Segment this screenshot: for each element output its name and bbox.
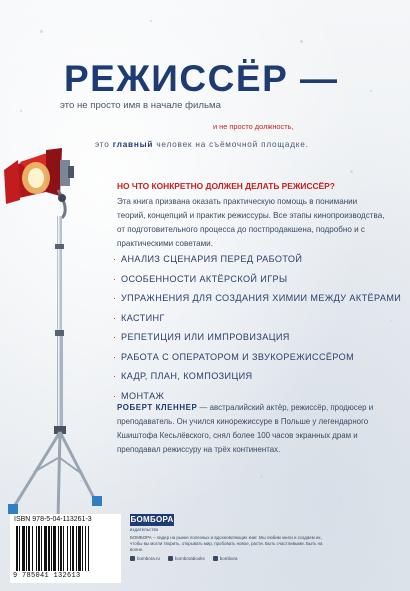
barcode-bar xyxy=(22,526,25,571)
barcode-bar xyxy=(36,526,37,571)
list-item xyxy=(113,313,401,333)
barcode-bar xyxy=(88,526,89,571)
topic-text: РЕПЕТИЦИЯ ИЛИ ИМПРОВИЗАЦИЯ xyxy=(121,332,290,342)
social-link[interactable] xyxy=(168,556,205,561)
tagline-prefix: это xyxy=(95,140,110,149)
social-link-label: bombora xyxy=(219,556,238,561)
snow-speck xyxy=(370,90,372,92)
bullet-dot: · xyxy=(113,273,117,284)
isbn-label: ISBN 978-5-04-113261-3 xyxy=(14,516,92,523)
barcode-bar xyxy=(63,526,64,571)
tagline-line-3 xyxy=(95,140,309,149)
instagram-icon xyxy=(213,556,218,561)
social-link-label: bomborabooks xyxy=(175,556,205,561)
barcode-bar xyxy=(85,526,86,571)
list-item xyxy=(113,332,401,352)
list-item xyxy=(113,352,401,372)
bullet-dot: · xyxy=(113,254,117,264)
barcode-bar xyxy=(67,526,68,571)
topic-text: ОСОБЕННОСТИ АКТЁРСКОЙ ИГРЫ xyxy=(121,273,288,284)
barcode-bar xyxy=(26,526,27,571)
barcode-icon xyxy=(16,526,116,571)
barcode-bar xyxy=(58,526,59,571)
barcode-bar xyxy=(78,526,81,571)
list-item xyxy=(113,254,401,274)
barcode-bar xyxy=(76,526,77,571)
bullet-dot: · xyxy=(113,293,117,303)
barcode-bar xyxy=(19,526,20,571)
snow-speck xyxy=(150,20,152,22)
list-item xyxy=(113,274,401,294)
snow-speck xyxy=(300,40,303,43)
topic-text: КАДР, ПЛАН, КОМПОЗИЦИЯ xyxy=(121,371,253,381)
author-description: — австралийский актёр, режиссёр, продюсер и преподаватель. Он учился кинорежиссуре в Польше у легендарного Кшиштофа Кесьлёвского, снял более 100 часов экранных драм и преподавал режиссуру на трёх континентах. xyxy=(117,403,374,454)
snow-speck xyxy=(350,170,353,173)
publisher-subtitle: издательство xyxy=(130,527,159,532)
topic-text: АНАЛИЗ СЦЕНАРИЯ ПЕРЕД РАБОТОЙ xyxy=(121,254,303,264)
tagline-line-1: это не просто имя в начале фильма xyxy=(60,100,221,111)
barcode-bar xyxy=(41,526,42,571)
tagline-suffix: человек на съёмочной площадке. xyxy=(156,140,309,149)
barcode-bar xyxy=(60,526,62,571)
topic-text: УПРАЖНЕНИЯ ДЛЯ СОЗДАНИЯ ХИМИИ МЕЖДУ АКТЁРАМИ xyxy=(121,293,402,303)
barcode-bar xyxy=(72,526,74,571)
barcode-panel xyxy=(10,514,121,583)
publisher-logo: БОМБОРА xyxy=(130,515,174,524)
author-name: РОБЕРТ КЛЕННЕР xyxy=(117,403,198,412)
bullet-dot: · xyxy=(113,371,117,381)
topic-text: РАБОТА С ОПЕРАТОРОМ И ЗВУКОРЕЖИССЁРОМ xyxy=(121,351,355,362)
social-link[interactable] xyxy=(213,556,238,561)
spotlight-illustration xyxy=(0,140,120,540)
social-link-label: bombora.ru xyxy=(137,556,161,561)
cover-heading: РЕЖИССЁР — xyxy=(64,58,339,99)
barcode-bar xyxy=(48,526,50,571)
barcode-bar xyxy=(38,526,40,571)
snow-speck xyxy=(340,500,342,502)
bullet-dot: · xyxy=(113,312,117,323)
bullet-dot: · xyxy=(113,332,117,342)
barcode-bar xyxy=(51,526,52,571)
barcode-bar xyxy=(32,526,33,571)
barcode-bar xyxy=(70,526,71,571)
snow-speck xyxy=(40,30,43,33)
publisher-block xyxy=(130,514,400,561)
vk-icon xyxy=(168,556,173,561)
stand-pole xyxy=(54,216,66,434)
tagline-emphasis: главный xyxy=(112,140,154,149)
bullet-dot: · xyxy=(113,351,117,362)
snow-speck xyxy=(260,475,263,478)
barcode-bar xyxy=(28,526,30,571)
social-links xyxy=(130,556,400,561)
barcode-bar xyxy=(44,526,47,571)
topics-list xyxy=(113,254,401,410)
barcode-bar xyxy=(16,526,18,571)
barcode-bar xyxy=(82,526,83,571)
publisher-description: БОМБОРА – лидер на рынке полезных и вдохновляющих книг. Мы любим книги и создаем их, чтобы вы могли творить, открывать мир, пробовать новое, расти. Быть счастливыми. Быть на волне. xyxy=(130,535,323,552)
tripod-legs xyxy=(8,432,102,526)
snow-speck xyxy=(20,110,22,112)
topic-text: МОНТАЖ xyxy=(121,390,165,401)
list-item xyxy=(113,293,401,313)
intro-paragraph: Эта книга призвана оказать практическую помощь в понимании теорий, концепций и практик режиссуры. Все этапы кинопроизводства, от подготовительного процесса до постпродакшена, подробно и с практическими советами. xyxy=(117,197,385,248)
bullet-dot: · xyxy=(113,390,117,401)
tagline-line-2: и не просто должность, xyxy=(213,122,294,131)
social-link[interactable] xyxy=(130,556,160,561)
question-heading: НО ЧТО КОНКРЕТНО ДОЛЖЕН ДЕЛАТЬ РЕЖИССЁР? xyxy=(117,181,335,191)
barcode-bar xyxy=(53,526,56,571)
topic-text: КАСТИНГ xyxy=(121,312,165,323)
barcode-number: 9 785041 132613 xyxy=(13,572,81,580)
globe-icon xyxy=(130,556,135,561)
author-bio xyxy=(117,401,402,457)
list-item xyxy=(113,371,401,391)
